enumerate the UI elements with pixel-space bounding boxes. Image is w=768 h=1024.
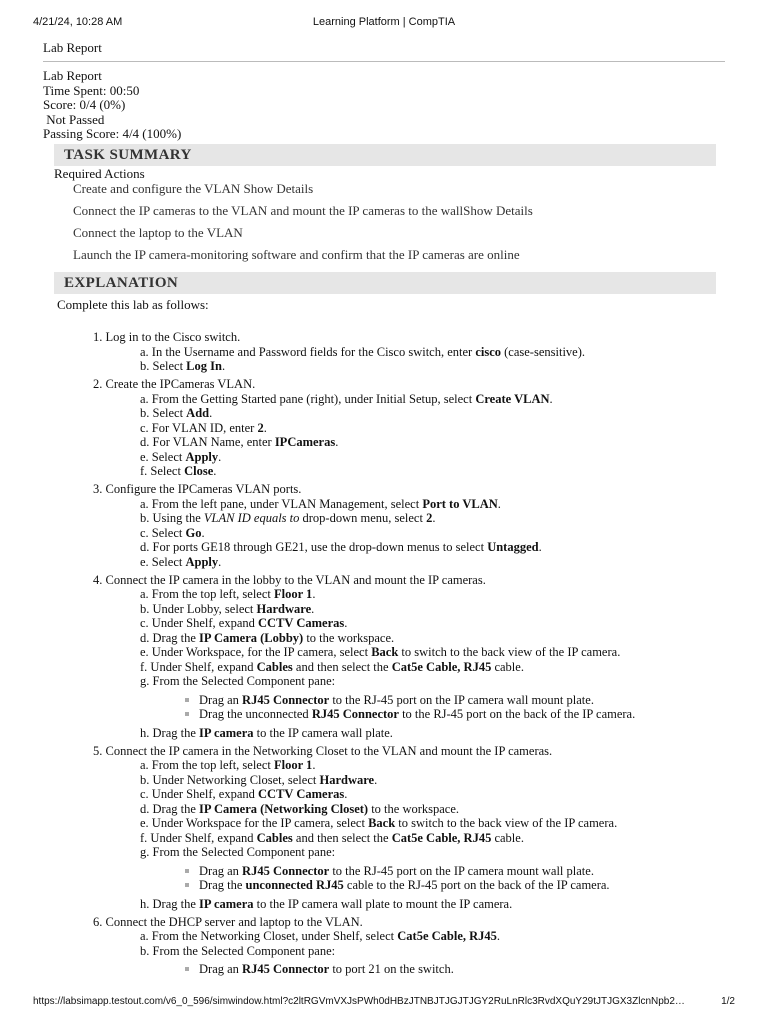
instruction-text: a. From the Getting Started pane (right), under Initial Setup, select: [140, 391, 476, 406]
instruction-text: cable.: [491, 659, 524, 674]
emphasis-text: Back: [371, 645, 399, 659]
emphasis-text: Untagged: [487, 540, 539, 554]
emphasis-text: unconnected RJ45: [245, 878, 344, 892]
step-title: 3. Configure the IPCameras VLAN ports.: [93, 482, 302, 496]
instruction-text: Drag the unconnected: [199, 707, 312, 721]
instruction-text: Drag an: [199, 863, 243, 878]
bullet-item: [184, 864, 768, 879]
instruction-text: to the workspace.: [303, 630, 395, 645]
report-title: Lab Report: [43, 68, 102, 83]
instruction-text: .: [335, 435, 339, 449]
substep: [140, 392, 768, 407]
explanation-steps: [0, 330, 768, 984]
emphasis-text: Port to VLAN: [422, 496, 498, 511]
instruction-text: e. Under Workspace, for the IP camera, select: [140, 645, 372, 659]
score: Score: 0/4 (0%): [43, 97, 126, 113]
substep: [140, 929, 768, 944]
step-title: 4. Connect the IP camera in the lobby to the VLAN and mount the IP cameras.: [93, 572, 486, 587]
emphasis-text: Cables: [256, 830, 293, 845]
emphasis-text: IP camera: [199, 725, 254, 740]
step: [93, 482, 768, 569]
emphasis-text: Cat5e Cable, RJ45: [397, 929, 497, 943]
required-action-item[interactable]: Create and configure the VLAN Show Details: [73, 181, 314, 196]
step-substeps: [140, 587, 768, 740]
step: [93, 573, 768, 741]
instruction-text: .: [218, 449, 222, 464]
bullet-item: [184, 878, 768, 893]
emphasis-text: RJ45 Connector: [242, 962, 330, 976]
instruction-text: to port 21 on the switch.: [329, 962, 454, 976]
step: [93, 915, 768, 977]
emphasis-text: cisco: [475, 344, 502, 359]
instruction-text: d. For VLAN Name, enter: [140, 435, 275, 449]
instruction-text: to switch to the back view of the IP camera.: [395, 816, 618, 830]
instruction-text: e. Select: [140, 449, 186, 464]
instruction-text: to the RJ-45 port on the IP camera wall mount plate.: [329, 692, 594, 707]
instruction-text: e. Under Workspace for the IP camera, select: [140, 816, 369, 830]
substep: [140, 497, 768, 512]
instruction-text: to the IP camera wall plate.: [253, 725, 393, 740]
substep: [140, 616, 768, 631]
instruction-text: a. From the Networking Closet, under Shelf, select: [140, 929, 398, 943]
substep: [140, 758, 768, 773]
substep: [140, 845, 768, 860]
required-actions-label: Required Actions: [54, 166, 145, 181]
instruction-text: g. From the Selected Component pane:: [140, 845, 336, 859]
substep: [140, 359, 768, 374]
required-action-item[interactable]: Connect the laptop to the VLAN: [73, 225, 243, 240]
instruction-text: .: [549, 391, 553, 406]
instruction-text: .: [496, 929, 501, 943]
emphasis-text: RJ45 Connector: [242, 692, 330, 707]
explanation-heading: EXPLANATION: [64, 275, 179, 291]
bullet-list: [184, 962, 768, 977]
instruction-text: .: [312, 587, 316, 601]
instruction-text: c. Under Shelf, expand: [140, 616, 259, 630]
substep: [140, 464, 768, 479]
instruction-text: a. From the top left, select: [140, 587, 274, 601]
emphasis-text: Floor 1: [274, 758, 313, 772]
instruction-text: .: [213, 464, 217, 478]
time-spent: Time Spent: 00:50: [43, 82, 140, 98]
substep: [140, 726, 768, 741]
instruction-text: f. Select: [140, 464, 185, 478]
task-summary-header[interactable]: [54, 144, 716, 166]
step: [93, 330, 768, 374]
emphasis-text: Log In: [186, 359, 222, 373]
substep: [140, 511, 768, 526]
substep: [140, 406, 768, 421]
emphasis-text: Cat5e Cable, RJ45: [391, 659, 492, 674]
emphasis-text: CCTV Cameras: [258, 616, 345, 630]
substep: [140, 787, 768, 802]
bullet-list: [184, 864, 768, 893]
instruction-text: b. Select: [140, 406, 187, 420]
print-page-title: Learning Platform | CompTIA: [312, 16, 456, 28]
instruction-text: .: [209, 406, 213, 420]
substep: [140, 435, 768, 450]
bullet-list: [184, 693, 768, 722]
step-spacer: [0, 981, 768, 985]
step-title: 1. Log in to the Cisco switch.: [93, 330, 241, 344]
substep: [140, 897, 768, 912]
instruction-text: .: [263, 420, 267, 435]
substep: [140, 587, 768, 602]
step-substeps: [140, 929, 768, 977]
step-title: 5. Connect the IP camera in the Networking Closet to the VLAN and mount the IP cameras.: [93, 743, 553, 758]
instruction-text: to the RJ-45 port on the back of the IP camera.: [398, 707, 636, 721]
substep: [140, 631, 768, 646]
emphasis-text: Close: [184, 464, 214, 478]
instruction-text: g. From the Selected Component pane:: [140, 674, 336, 688]
instruction-text: and then select the: [292, 830, 392, 845]
instruction-text: Drag an: [199, 962, 243, 976]
italic-text: VLAN ID equals to: [203, 511, 300, 525]
instruction-text: c. Select: [140, 525, 186, 540]
instruction-text: .: [312, 758, 316, 772]
emphasis-text: RJ45 Connector: [311, 707, 399, 721]
step-substeps: [140, 758, 768, 911]
emphasis-text: Cables: [256, 659, 293, 674]
explanation-intro: Complete this lab as follows:: [57, 297, 209, 312]
instruction-text: a. From the top left, select: [140, 758, 274, 772]
instruction-text: to switch to the back view of the IP camera.: [398, 645, 621, 659]
instruction-text: f. Under Shelf, expand: [140, 830, 257, 845]
instruction-text: b. Under Lobby, select: [140, 601, 257, 616]
emphasis-text: Apply: [185, 449, 219, 464]
bullet-item: [184, 962, 768, 977]
instruction-text: a. In the Username and Password fields for the Cisco switch, enter: [140, 344, 476, 359]
instruction-text: h. Drag the: [140, 896, 200, 911]
instruction-text: d. Drag the: [140, 801, 200, 816]
substep: [140, 816, 768, 831]
substep: [140, 345, 768, 360]
substep: [140, 526, 768, 541]
required-action-item[interactable]: Launch the IP camera-monitoring software and confirm that the IP cameras are online: [73, 247, 520, 262]
instruction-text: .: [201, 525, 205, 540]
substep: [140, 802, 768, 817]
instruction-text: .: [344, 616, 348, 630]
instruction-text: b. From the Selected Component pane:: [140, 943, 336, 958]
instruction-text: drop-down menu, select: [299, 511, 427, 525]
emphasis-text: Floor 1: [274, 587, 313, 601]
print-datetime: 4/21/24, 10:28 AM: [33, 16, 123, 28]
emphasis-text: Add: [186, 406, 210, 420]
substep: [140, 645, 768, 660]
emphasis-text: Go: [185, 525, 202, 540]
instruction-text: Drag the: [199, 878, 246, 892]
emphasis-text: 2: [426, 511, 433, 525]
instruction-text: f. Under Shelf, expand: [140, 659, 257, 674]
substep: [140, 773, 768, 788]
emphasis-text: CCTV Cameras: [258, 787, 345, 801]
instruction-text: .: [432, 511, 436, 525]
instruction-text: b. Under Networking Closet, select: [140, 772, 320, 787]
step-substeps: [140, 497, 768, 570]
instruction-text: .: [218, 554, 222, 569]
emphasis-text: Hardware: [256, 601, 312, 616]
step: [93, 744, 768, 912]
instruction-text: b. Select: [140, 359, 187, 373]
instruction-text: (case-sensitive).: [501, 344, 586, 359]
page-label: Lab Report: [43, 40, 102, 55]
explanation-header[interactable]: [54, 272, 716, 294]
task-summary-heading: TASK SUMMARY: [64, 147, 192, 163]
instruction-text: .: [538, 540, 542, 554]
instruction-text: d. Drag the: [140, 630, 200, 645]
emphasis-text: IP camera: [199, 896, 254, 911]
emphasis-text: Create VLAN: [475, 391, 550, 406]
step-title: 6. Connect the DHCP server and laptop to the VLAN.: [93, 914, 363, 929]
substep: [140, 421, 768, 436]
bullet-item: [184, 707, 768, 722]
emphasis-text: IP Camera (Networking Closet): [199, 801, 369, 816]
required-action-item[interactable]: Connect the IP cameras to the VLAN and mount the IP cameras to the wallShow Details: [73, 203, 533, 218]
step-substeps: [140, 392, 768, 479]
instruction-text: and then select the: [292, 659, 392, 674]
emphasis-text: Hardware: [319, 772, 375, 787]
instruction-text: .: [221, 359, 226, 373]
substep: [140, 450, 768, 465]
substep: [140, 944, 768, 959]
emphasis-text: RJ45 Connector: [242, 863, 330, 878]
instruction-text: h. Drag the: [140, 725, 200, 740]
instruction-text: cable.: [491, 830, 524, 845]
instruction-text: to the workspace.: [368, 801, 460, 816]
instruction-text: .: [311, 601, 315, 616]
instruction-text: b. Using the: [140, 511, 204, 525]
step-substeps: [140, 345, 768, 374]
instruction-text: c. Under Shelf, expand: [140, 787, 259, 801]
substep: [140, 602, 768, 617]
instruction-text: .: [497, 496, 501, 511]
emphasis-text: IP Camera (Lobby): [199, 630, 304, 645]
instruction-text: a. From the left pane, under VLAN Management, select: [140, 496, 423, 511]
substep: [140, 674, 768, 689]
pass-status: Not Passed: [43, 111, 105, 127]
substep: [140, 540, 768, 555]
passing-score: Passing Score: 4/4 (100%): [43, 126, 182, 142]
print-url: https://labsimapp.testout.com/v6_0_596/simwindow.html?c2ltRGVmVXJsPWh0dHBzJTNBJTJGJTJGY2RuLnRlc3RvdXQuY29tJTJGX3ZlcnNpb2…: [33, 996, 685, 1007]
report-summary: [43, 69, 181, 142]
emphasis-text: 2: [257, 420, 264, 435]
emphasis-text: IPCameras: [274, 435, 336, 449]
bullet-item: [184, 693, 768, 708]
emphasis-text: Back: [368, 816, 396, 830]
instruction-text: .: [374, 772, 378, 787]
substep: [140, 555, 768, 570]
instruction-text: cable to the RJ-45 port on the back of the IP camera.: [343, 878, 610, 892]
emphasis-text: Cat5e Cable, RJ45: [391, 830, 492, 845]
instruction-text: .: [344, 787, 348, 801]
divider: [43, 61, 725, 62]
emphasis-text: Apply: [185, 554, 219, 569]
step: [93, 377, 768, 479]
print-page-number: 1/2: [721, 996, 735, 1007]
substep: [140, 660, 768, 675]
instruction-text: Drag an: [199, 692, 243, 707]
instruction-text: to the IP camera wall plate to mount the IP camera.: [253, 896, 513, 911]
instruction-text: d. For ports GE18 through GE21, use the drop-down menus to select: [140, 540, 488, 554]
step-title: 2. Create the IPCameras VLAN.: [93, 377, 256, 391]
substep: [140, 831, 768, 846]
instruction-text: to the RJ-45 port on the IP camera mount wall plate.: [329, 863, 594, 878]
instruction-text: c. For VLAN ID, enter: [140, 420, 258, 435]
instruction-text: e. Select: [140, 554, 186, 569]
